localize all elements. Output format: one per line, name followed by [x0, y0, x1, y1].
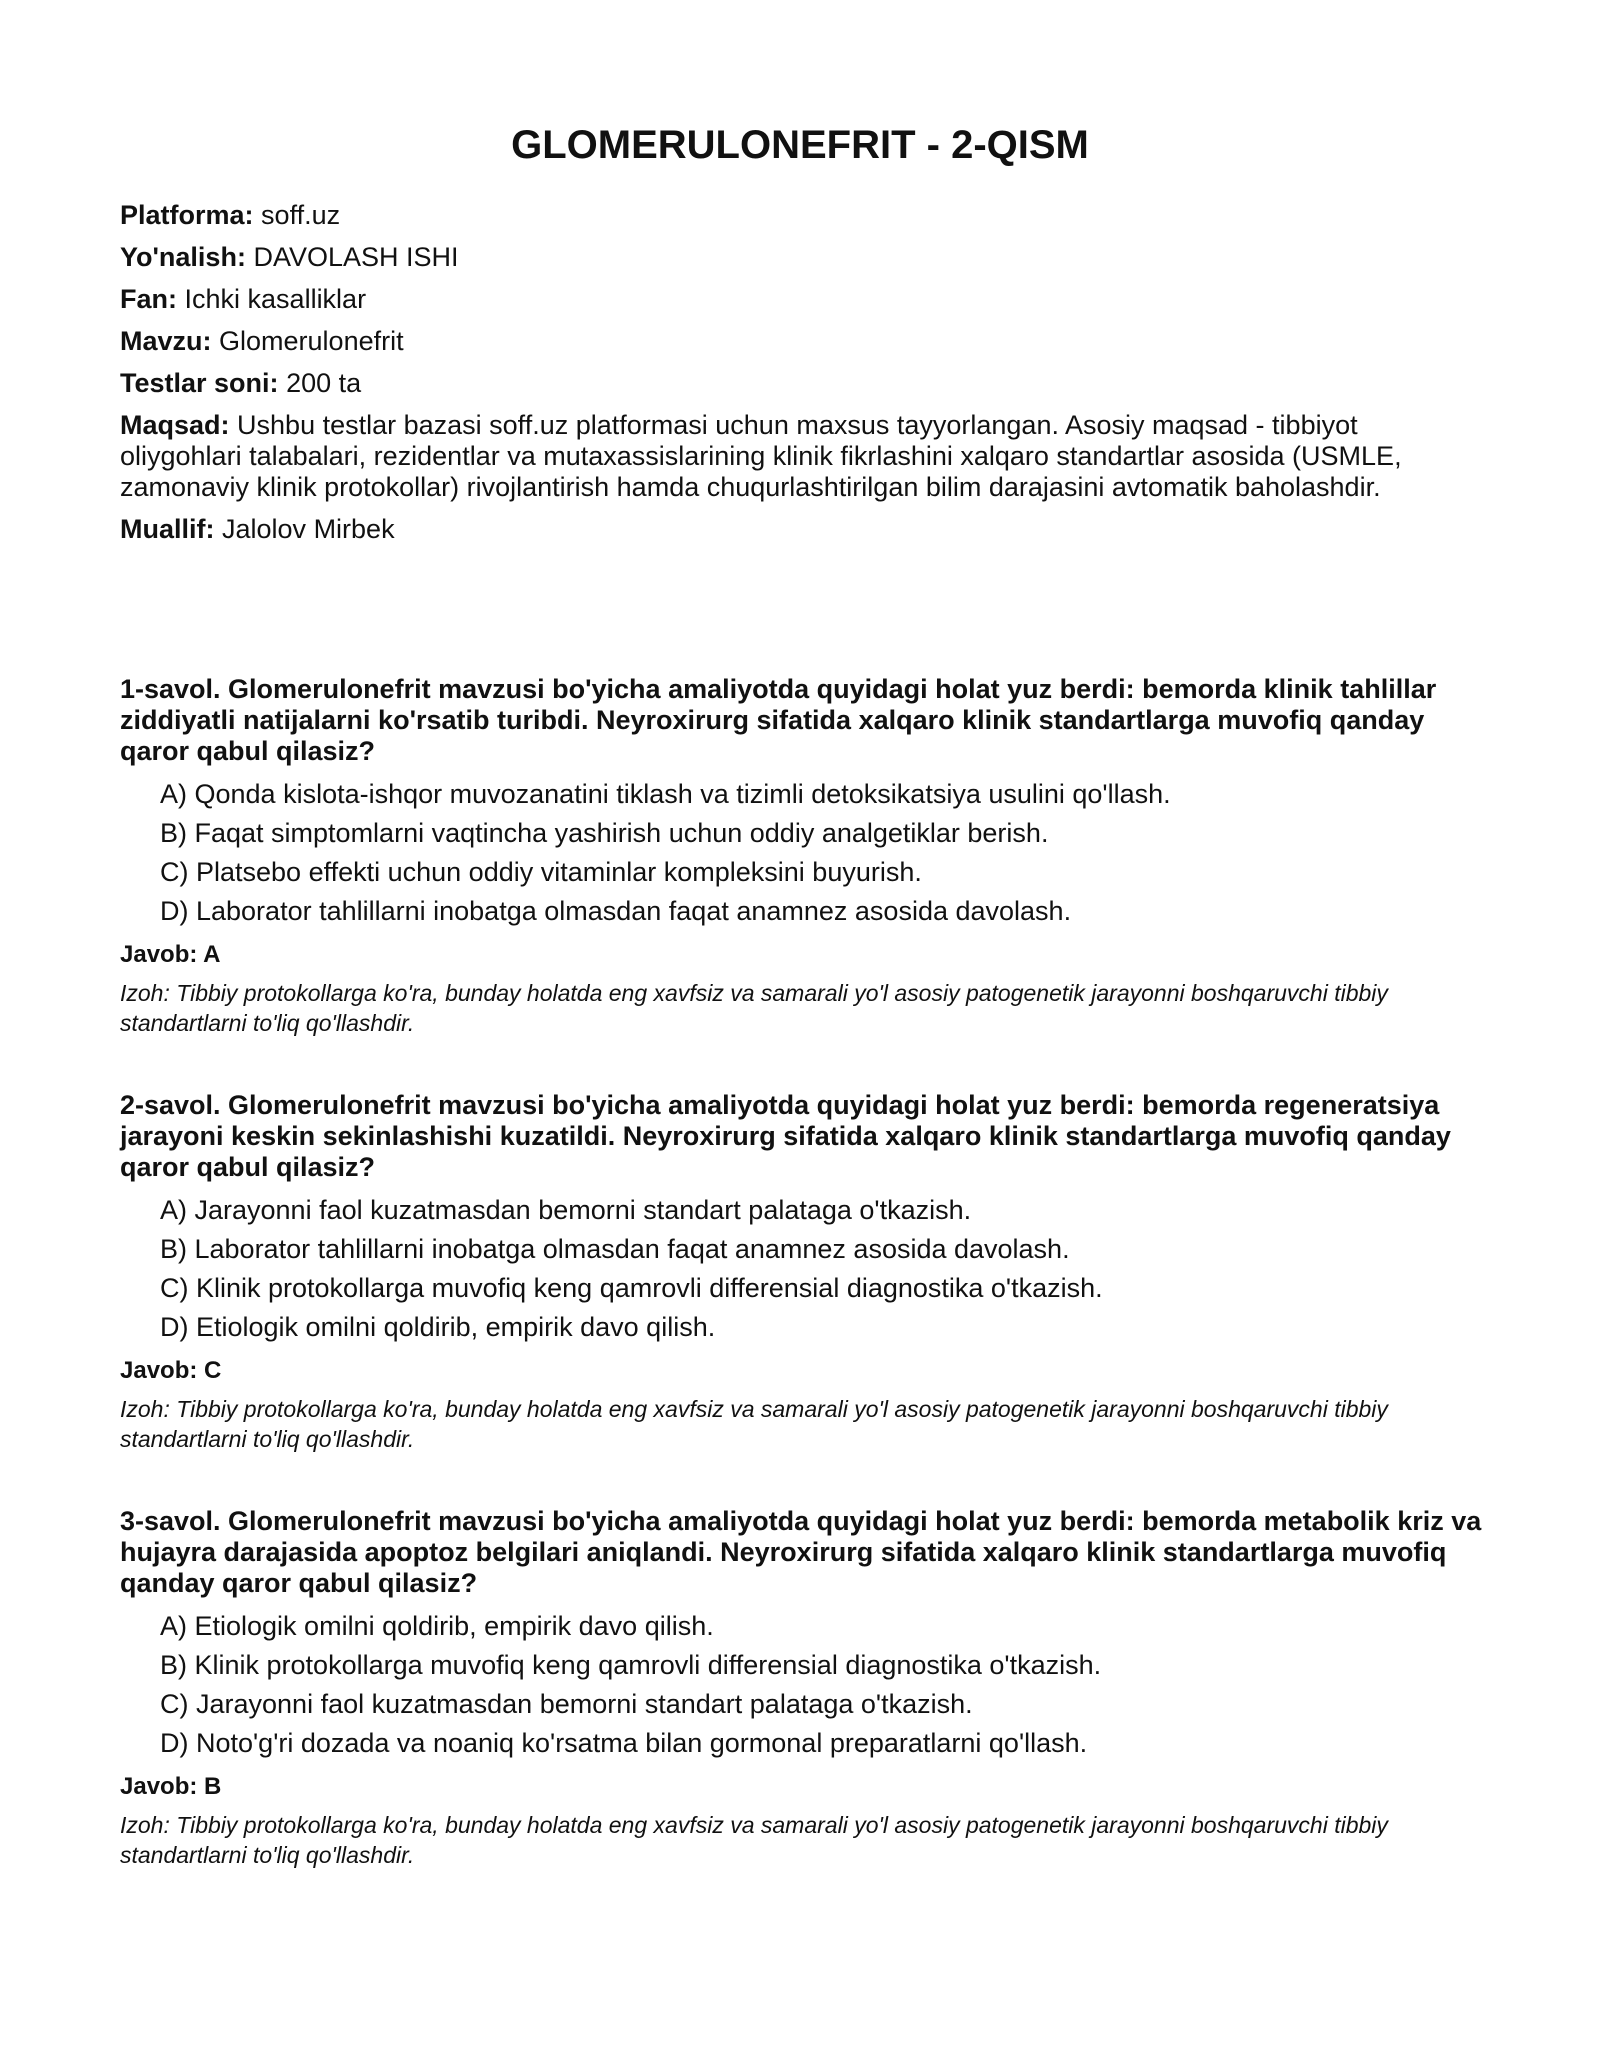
document-meta — [120, 200, 1480, 556]
meta-label: Muallif: — [120, 514, 215, 544]
answer-option: C) Klinik protokollarga muvofiq keng qamrovli differensial diagnostika o'tkazish. — [160, 1273, 1103, 1303]
answer-option: D) Noto'g'ri dozada va noaniq ko'rsatma bilan gormonal preparatlarni qo'llash. — [160, 1728, 1088, 1758]
answer-option: B) Faqat simptomlarni vaqtincha yashirish uchun oddiy analgetiklar berish. — [160, 818, 1049, 848]
answer-option: A) Qonda kislota-ishqor muvozanatini tiklash va tizimli detoksikatsiya usulini qo'llash. — [160, 779, 1171, 809]
meta-author — [120, 514, 1480, 545]
meta-purpose — [120, 410, 1480, 503]
meta-value: Ichki kasalliklar — [184, 284, 367, 314]
meta-value: DAVOLASH ISHI — [253, 242, 459, 272]
question-list — [120, 674, 1490, 1922]
meta-subject — [120, 284, 1480, 315]
question-block — [120, 1090, 1490, 1454]
question-text: 3-savol. Glomerulonefrit mavzusi bo'yicha amaliyotda quyidagi holat yuz berdi: bemorda metabolik kriz va hujayra darajasida apoptoz belgilari aniqlandi. Neyroxirurg sifatida xalqaro klinik standartlarga muvofiq qanday qaror qabul qilasiz? — [120, 1506, 1482, 1598]
meta-test-count — [120, 368, 1480, 399]
meta-value: Glomerulonefrit — [219, 326, 404, 356]
answer-option: B) Laborator tahlillarni inobatga olmasdan faqat anamnez asosida davolash. — [160, 1234, 1070, 1264]
correct-answer: Javob: C — [120, 1357, 222, 1384]
answer-option: C) Platsebo effekti uchun oddiy vitaminlar kompleksini buyurish. — [160, 857, 922, 887]
answer-option: A) Jarayonni faol kuzatmasdan bemorni standart palataga o'tkazish. — [160, 1195, 972, 1225]
meta-value: Ushbu testlar bazasi soff.uz platformasi uchun maxsus tayyorlangan. Asosiy maqsad - tibbiyot oliygohlari talabalari, rezidentlar va mutaxassislarining klinik fikrlashini xalqaro standartlar asosida (USMLE, zamonaviy klinik protokollar) rivojlantirish hamda chuqurlashtirilgan bilim darajasini avtomatik baholashdir. — [120, 410, 1402, 502]
document-title: GLOMERULONEFRIT - 2-QISM — [511, 123, 1089, 167]
correct-answer: Javob: B — [120, 1773, 222, 1800]
meta-value: soff.uz — [261, 200, 341, 230]
answer-explanation: Izoh: Tibbiy protokollarga ko'ra, bunday holatda eng xavfsiz va samarali yo'l asosiy patogenetik jarayonni boshqaruvchi tibbiy standartlarni to'liq qo'llashdir. — [120, 1812, 1388, 1868]
meta-platform — [120, 200, 1480, 231]
answer-option: D) Laborator tahlillarni inobatga olmasdan faqat anamnez asosida davolash. — [160, 896, 1072, 926]
question-block — [120, 674, 1490, 1038]
correct-answer: Javob: A — [120, 941, 221, 968]
answer-option: C) Jarayonni faol kuzatmasdan bemorni standart palataga o'tkazish. — [160, 1689, 973, 1719]
answer-option: B) Klinik protokollarga muvofiq keng qamrovli differensial diagnostika o'tkazish. — [160, 1650, 1102, 1680]
meta-topic — [120, 326, 1480, 357]
answer-option: A) Etiologik omilni qoldirib, empirik davo qilish. — [160, 1611, 714, 1641]
meta-label: Platforma: — [120, 200, 254, 230]
meta-value: 200 ta — [286, 368, 362, 398]
meta-direction — [120, 242, 1480, 273]
meta-label: Testlar soni: — [120, 368, 279, 398]
answer-explanation: Izoh: Tibbiy protokollarga ko'ra, bunday holatda eng xavfsiz va samarali yo'l asosiy patogenetik jarayonni boshqaruvchi tibbiy standartlarni to'liq qo'llashdir. — [120, 1396, 1388, 1452]
meta-label: Yo'nalish: — [120, 242, 246, 272]
meta-label: Maqsad: — [120, 410, 230, 440]
meta-label: Fan: — [120, 284, 177, 314]
answer-option: D) Etiologik omilni qoldirib, empirik davo qilish. — [160, 1312, 716, 1342]
meta-value: Jalolov Mirbek — [222, 514, 395, 544]
answer-explanation: Izoh: Tibbiy protokollarga ko'ra, bunday holatda eng xavfsiz va samarali yo'l asosiy patogenetik jarayonni boshqaruvchi tibbiy standartlarni to'liq qo'llashdir. — [120, 980, 1388, 1036]
question-text: 2-savol. Glomerulonefrit mavzusi bo'yicha amaliyotda quyidagi holat yuz berdi: bemorda regeneratsiya jarayoni keskin sekinlashishi kuzatildi. Neyroxirurg sifatida xalqaro klinik standartlarga muvofiq qanday qaror qabul qilasiz? — [120, 1090, 1451, 1182]
question-text: 1-savol. Glomerulonefrit mavzusi bo'yicha amaliyotda quyidagi holat yuz berdi: bemorda klinik tahlillar ziddiyatli natijalarni ko'rsatib turibdi. Neyroxirurg sifatida xalqaro klinik standartlarga muvofiq qanday qaror qabul qilasiz? — [120, 674, 1437, 766]
meta-label: Mavzu: — [120, 326, 212, 356]
question-block — [120, 1506, 1490, 1870]
